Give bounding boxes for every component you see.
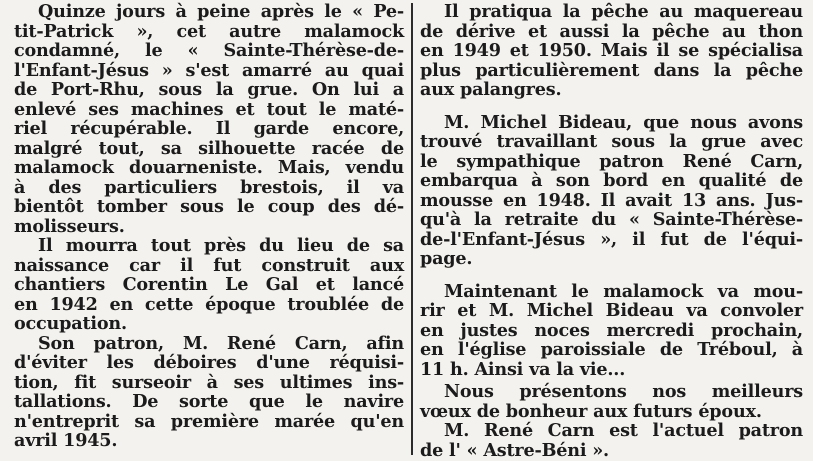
text-line: naissance car il fut construit aux — [14, 254, 404, 276]
text-line: M. René Carn est l'actuel patron — [444, 420, 803, 441]
paragraph — [420, 282, 803, 380]
text-line: occupation. — [14, 313, 127, 334]
text-line: en justes noces mercredi prochain, — [420, 319, 803, 341]
text-line: Quinze jours à peine après le « Pe- — [38, 1, 404, 22]
text-line: le sympathique patron René Carn, — [420, 150, 803, 172]
text-line: tallations. De sorte que le navire — [14, 391, 404, 412]
text-line: M. Michel Bideau, que nous avons — [444, 111, 803, 133]
text-line: tit-Patrick », cet autre malamock — [14, 20, 404, 42]
text-line: l'Enfant-Jésus » s'est amarré au quai — [14, 59, 404, 81]
article-column-right — [420, 2, 803, 460]
text-line: de l' « Astre-Béni ». — [420, 439, 609, 461]
text-line: plus particulièrement dans la pêche — [420, 59, 803, 81]
text-line: chantiers Corentin Le Gal et lancé — [14, 274, 404, 295]
text-line: molisseurs. — [14, 215, 125, 237]
text-line: en 1942 en cette époque troublée de — [14, 293, 404, 315]
text-line: Son patron, M. René Carn, afin — [38, 332, 404, 354]
paragraph — [14, 236, 404, 334]
text-line: avril 1945. — [14, 430, 118, 451]
text-line: qu'à la retraite du « Sainte-Thérèse- — [420, 209, 803, 230]
text-line: Il pratiqua la pêche au maquereau — [444, 1, 803, 22]
text-line: Maintenant le malamock va mou- — [444, 280, 803, 302]
paragraph-gap — [420, 100, 803, 113]
text-line: à des particuliers brestois, il va — [14, 176, 404, 198]
text-line: condamné, le « Sainte-Thérèse-de- — [14, 40, 404, 61]
text-line: de-l'Enfant-Jésus », il fut de l'équi- — [420, 228, 803, 250]
text-line: Nous présentons nos meilleurs — [444, 381, 803, 402]
text-line: n'entreprit sa première marée qu'en — [14, 410, 404, 432]
paragraph — [420, 382, 803, 421]
text-line: vœux de bonheur aux futurs époux. — [420, 400, 762, 422]
text-line: page. — [420, 248, 473, 269]
text-line: en 1949 et 1950. Mais il se spécialisa — [420, 40, 803, 61]
text-line: aux palangres. — [420, 79, 562, 100]
text-line: enlevé ses machines et tout le maté- — [14, 98, 404, 120]
column-divider — [411, 3, 413, 455]
text-line: malamock douarneniste. Mais, vendu — [14, 157, 404, 178]
article-column-left — [14, 2, 404, 451]
paragraph — [420, 2, 803, 100]
text-line: 11 h. Ainsi va la vie... — [420, 358, 626, 380]
text-line: en l'église paroissiale de Tréboul, à — [420, 339, 803, 360]
paragraph — [420, 421, 803, 460]
paragraph — [14, 334, 404, 451]
paragraph-gap — [420, 269, 803, 282]
text-line: de Port-Rhu, sous la grue. On lui a — [14, 79, 404, 100]
text-line: malgré tout, sa silhouette racée de — [14, 137, 404, 159]
text-line: rir et M. Michel Bideau va convoler — [420, 300, 803, 321]
text-line: embarqua à son bord en qualité de — [420, 170, 803, 191]
text-line: d'éviter les déboires d'une réquisi- — [14, 352, 404, 373]
text-line: tion, fit surseoir à ses ultimes ins- — [14, 371, 404, 393]
paragraph — [14, 2, 404, 236]
text-line: trouvé travaillant sous la grue avec — [420, 131, 803, 152]
text-line: Il mourra tout près du lieu de sa — [38, 235, 404, 256]
text-line: bientôt tomber sous le coup des dé- — [14, 196, 404, 217]
text-line: mousse en 1948. Il avait 13 ans. Jus- — [420, 189, 803, 211]
text-line: de dérive et aussi la pêche au thon — [420, 20, 803, 42]
paragraph — [420, 113, 803, 269]
text-line: riel récupérable. Il garde encore, — [14, 118, 404, 139]
